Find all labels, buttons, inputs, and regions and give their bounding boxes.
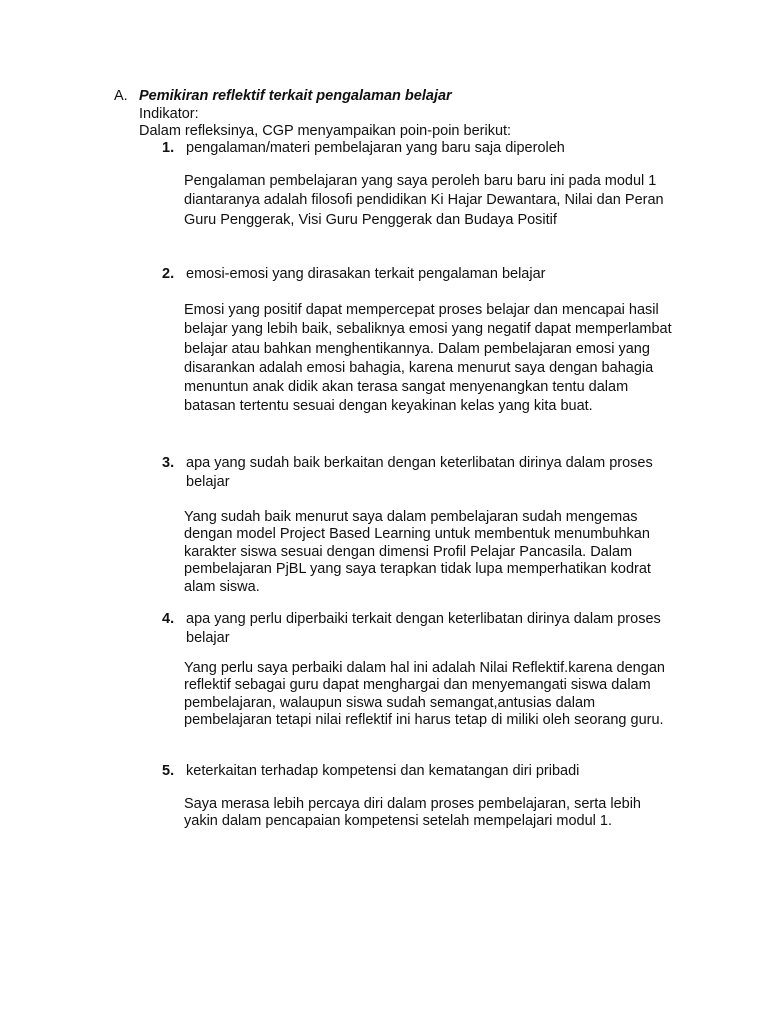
- item-4-answer: Yang perlu saya perbaiki dalam hal ini adalah Nilai Reflektif.karena dengan reflektif sebagai guru dapat menghargai dan menyemangati siswa dalam pembelajaran, walaupun siswa sudah semangat,antusias dalam pembelajaran tetapi nilai reflektif ini harus tetap di miliki oleh seorang guru.: [184, 660, 665, 729]
- item-2-question: emosi-emosi yang dirasakan terkait pengalaman belajar: [186, 266, 546, 282]
- indikator-label: Indikator:: [139, 106, 199, 122]
- item-2-answer: Emosi yang positif dapat mempercepat proses belajar dan mencapai hasil belajar yang lebih baik, sebaliknya emosi yang negatif dapat memperlambat belajar atau bahkan menghentikannya. Dalam pembelajaran emosi yang disarankan adalah emosi bahagia, karena menurut saya dengan bahagia menuntun anak didik akan terasa sangat menyenangkan tentu dalam batasan tertentu sesuai dengan keyakinan kelas yang kita buat.: [184, 302, 672, 415]
- item-4-question: apa yang perlu diperbaiki terkait dengan keterlibatan dirinya dalam proses belajar: [186, 611, 661, 646]
- item-5-number: 5.: [162, 763, 175, 779]
- section-letter: A.: [114, 88, 128, 104]
- section-title: Pemikiran reflektif terkait pengalaman belajar: [139, 88, 452, 104]
- item-5-question: keterkaitan terhadap kompetensi dan kematangan diri pribadi: [186, 763, 580, 779]
- item-3-answer: Yang sudah baik menurut saya dalam pembelajaran sudah mengemas dengan model Project Based Learning untuk membentuk menumbuhkan karakter siswa sesuai dengan dimensi Profil Pelajar Pancasila. Dalam pembelajaran PjBL yang saya terapkan tidak lupa memperhatikan kodrat alam siswa.: [184, 509, 651, 595]
- item-3-number: 3.: [162, 455, 175, 471]
- item-2-number: 2.: [162, 266, 175, 282]
- item-1-question: pengalaman/materi pembelajaran yang baru saja diperoleh: [186, 140, 565, 156]
- item-1-answer: Pengalaman pembelajaran yang saya peroleh baru baru ini pada modul 1 diantaranya adalah filosofi pendidikan Ki Hajar Dewantara, Nilai dan Peran Guru Penggerak, Visi Guru Penggerak dan Budaya Positif: [184, 173, 664, 228]
- item-5-answer: Saya merasa lebih percaya diri dalam proses pembelajaran, serta lebih yakin dalam pencapaian kompetensi setelah mempelajari modul 1.: [184, 796, 641, 830]
- item-1-number: 1.: [162, 140, 175, 156]
- intro-text: Dalam refleksinya, CGP menyampaikan poin-poin berikut:: [139, 123, 512, 139]
- item-3-question: apa yang sudah baik berkaitan dengan keterlibatan dirinya dalam proses belajar: [186, 455, 653, 490]
- item-4-number: 4.: [162, 611, 175, 627]
